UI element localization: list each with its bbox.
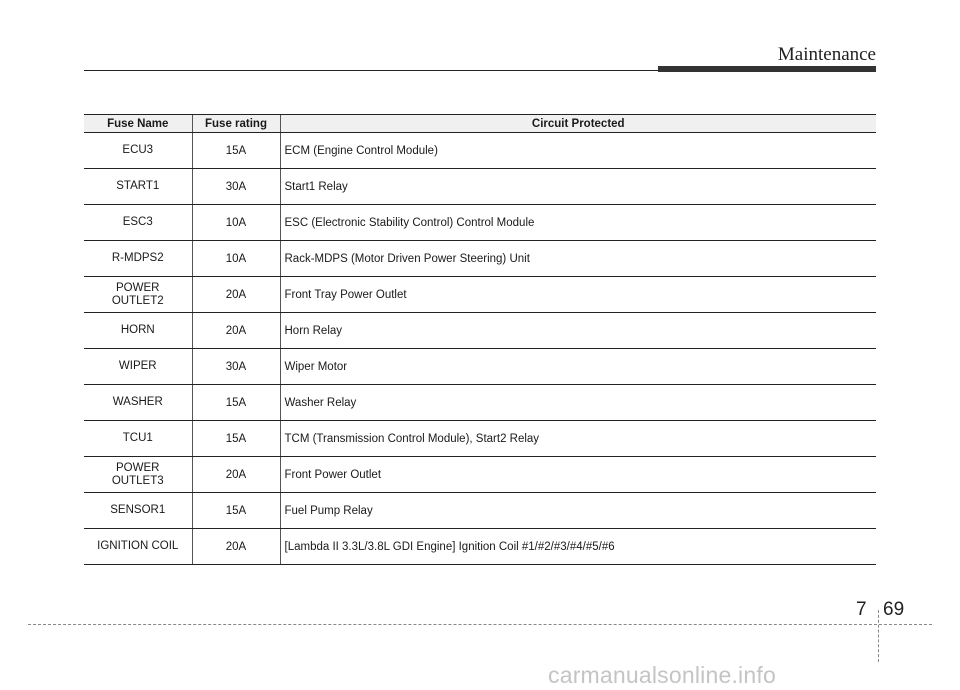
table-row — [84, 421, 876, 457]
section-title: Maintenance — [777, 44, 876, 65]
fuse-rating-cell: 20A — [192, 457, 280, 493]
circuit-cell: Rack-MDPS (Motor Driven Power Steering) Unit — [280, 241, 876, 277]
table-row — [84, 133, 876, 169]
fuse-rating-cell: 20A — [192, 529, 280, 565]
table-row — [84, 385, 876, 421]
fuse-rating-cell: 10A — [192, 241, 280, 277]
table-row — [84, 277, 876, 313]
fuse-rating-cell: 10A — [192, 205, 280, 241]
table-row — [84, 169, 876, 205]
fuse-name-cell: ECU3 — [84, 133, 192, 169]
circuit-cell: Fuel Pump Relay — [280, 493, 876, 529]
circuit-cell: Front Power Outlet — [280, 457, 876, 493]
fuse-name-cell: WIPER — [84, 349, 192, 385]
table-header-row — [84, 115, 876, 133]
fuse-name-cell: IGNITION COIL — [84, 529, 192, 565]
circuit-cell: Washer Relay — [280, 385, 876, 421]
footer-divider — [878, 610, 879, 662]
fuse-rating-cell: 15A — [192, 421, 280, 457]
fuse-name-cell: ESC3 — [84, 205, 192, 241]
circuit-cell: Horn Relay — [280, 313, 876, 349]
circuit-cell: ESC (Electronic Stability Control) Control Module — [280, 205, 876, 241]
circuit-cell: Front Tray Power Outlet — [280, 277, 876, 313]
fuse-rating-cell: 15A — [192, 385, 280, 421]
fuse-name-cell: R-MDPS2 — [84, 241, 192, 277]
fuse-name-cell: WASHER — [84, 385, 192, 421]
fuse-rating-cell: 15A — [192, 133, 280, 169]
fuse-name-cell: HORN — [84, 313, 192, 349]
fuse-name-cell: SENSOR1 — [84, 493, 192, 529]
column-header-circuit-protected: Circuit Protected — [280, 115, 876, 133]
header-rule — [84, 70, 660, 71]
fuse-rating-cell: 20A — [192, 277, 280, 313]
circuit-cell: TCM (Transmission Control Module), Start2 Relay — [280, 421, 876, 457]
table-row — [84, 457, 876, 493]
fuse-rating-cell: 15A — [192, 493, 280, 529]
circuit-cell: ECM (Engine Control Module) — [280, 133, 876, 169]
column-header-fuse-rating: Fuse rating — [192, 115, 280, 133]
watermark: carmanualsonline.info — [548, 662, 776, 688]
table-row — [84, 205, 876, 241]
header-bar — [658, 66, 876, 72]
fuse-name-cell: TCU1 — [84, 421, 192, 457]
fuse-table — [84, 114, 876, 565]
circuit-cell: Wiper Motor — [280, 349, 876, 385]
page-number: 69 — [883, 599, 905, 620]
fuse-rating-cell: 30A — [192, 349, 280, 385]
table-row — [84, 241, 876, 277]
chapter-number: 7 — [856, 599, 867, 620]
footer-rule — [28, 624, 932, 625]
fuse-rating-cell: 20A — [192, 313, 280, 349]
column-header-fuse-name: Fuse Name — [84, 115, 192, 133]
fuse-rating-cell: 30A — [192, 169, 280, 205]
fuse-name-cell: POWER OUTLET3 — [84, 457, 192, 493]
circuit-cell: Start1 Relay — [280, 169, 876, 205]
table-row — [84, 349, 876, 385]
table-row — [84, 493, 876, 529]
fuse-name-cell: POWER OUTLET2 — [84, 277, 192, 313]
table-row — [84, 529, 876, 565]
fuse-name-cell: START1 — [84, 169, 192, 205]
circuit-cell: [Lambda II 3.3L/3.8L GDI Engine] Ignition Coil #1/#2/#3/#4/#5/#6 — [280, 529, 876, 565]
table-row — [84, 313, 876, 349]
